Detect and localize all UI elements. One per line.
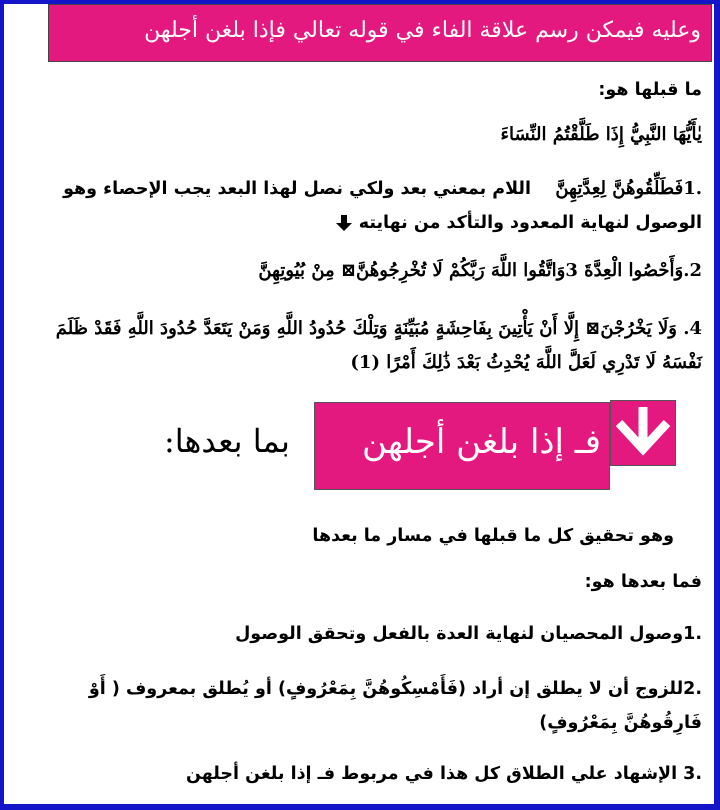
page	[4, 4, 714, 804]
header-banner: وعليه فيمكن رسم علاقة الفاء في قوله تعالي فإذا بلغن أجلهن	[48, 4, 712, 62]
connector-row	[14, 400, 710, 492]
after-intro: وهو تحقيق كل ما قبلها في مسار ما بعدها	[312, 526, 674, 546]
item1-quran: .1فَطَلِّقُوهُنَّ لِعِدَّتِهِنَّ	[555, 178, 702, 199]
down-arrow-icon	[611, 401, 675, 465]
after-item-2: .2للزوج أن لا يطلق إن أراد (فَأَمْسِكُوهُنَّ بِمَعْرُوفٍ) أو يُطلق بمعروف ( أَوْ فَارِقُوهُنَّ بِمَعْرُوفٍ)	[88, 679, 702, 733]
verse-intro: يٰأَيُّهَا النَّبِيُّ إِذَا طَلَّقْتُمُ النِّسَاءَ	[500, 124, 702, 145]
arrow-box	[610, 400, 676, 466]
after-item-3: .3 الإشهاد علي الطلاق كل هذا في مربوط فـ إذا بلغن أجلهن	[185, 764, 702, 784]
after-heading: فما بعدها هو:	[584, 572, 702, 592]
before-item-2: 2.وَأَحْصُوا الْعِدَّةَ 3وَاتَّقُوا اللَّهَ رَبَّكُمْ لَا تُخْرِجُوهُنَّ⊠ مِنْ بُيُوتِهِنَّ	[258, 260, 702, 281]
before-heading: ما قبلها هو:	[598, 80, 702, 100]
before-item-4: 4. وَلَا يَخْرُجْنَ⊠ إِلَّا أَنْ يَأْتِينَ بِفَاحِشَةٍ مُبَيِّنَةٍ وَتِلْكَ حُدُودُ اللَّهِ وَمَنْ يَتَعَدَّ حُدُودَ اللَّهِ فَقَدْ ظَلَمَ نَفْسَهُ لَا تَدْرِي لَعَلَّ اللَّهَ يُحْدِثُ بَعْدَ ذَٰلِكَ أَمْرًا (1)	[55, 318, 702, 373]
item1-text: اللام بمعني بعد ولكي نصل لهذا البعد يجب الإحصاء وهو الوصول لنهاية المعدود والتأكد من نهايته	[63, 179, 702, 233]
connector-phrase: فـ إذا بلغن أجلهن	[314, 402, 610, 490]
after-item-1: .1وصول المحصيان لنهاية العدة بالفعل وتحقق الوصول	[235, 624, 702, 644]
before-item-1	[16, 172, 702, 240]
after-text: بما بعدها:	[164, 422, 290, 460]
down-arrow-icon	[335, 214, 353, 232]
